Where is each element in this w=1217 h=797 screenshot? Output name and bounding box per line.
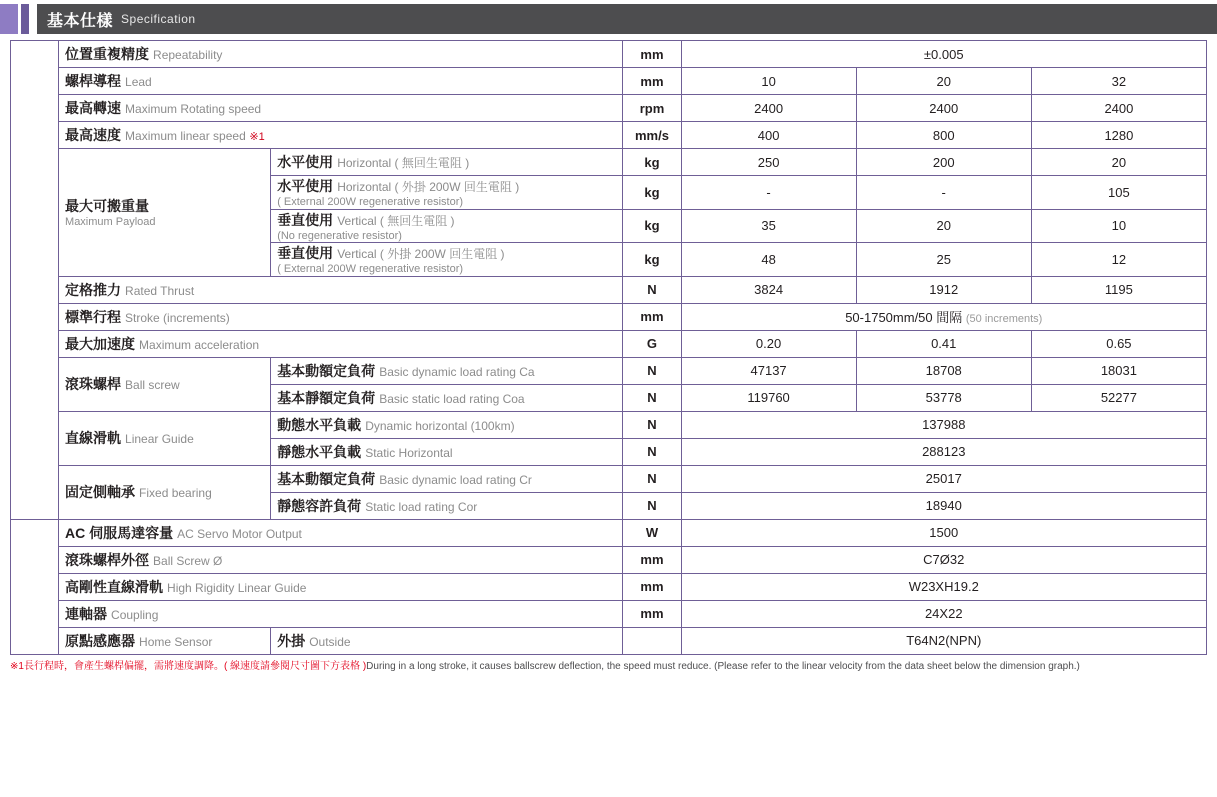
sub-label-cn: 基本動額定負荷 (277, 362, 376, 379)
row-label-coupling (59, 600, 623, 627)
row-unit: mm (623, 41, 681, 68)
table-row (11, 600, 1207, 627)
sub-label-cn: 靜態水平負載 (277, 443, 362, 460)
sub-label-vertical-no-resistor (271, 209, 623, 243)
row-value-3: 52277 (1031, 384, 1206, 411)
table-row (11, 122, 1207, 149)
sub-label-en: Basic dynamic load rating Ca (379, 364, 535, 379)
row-value-3: 32 (1031, 68, 1206, 95)
row-label-max-linear-speed (59, 122, 623, 149)
row-value-2: 1912 (856, 276, 1031, 303)
row-value-1: 47137 (681, 357, 856, 384)
row-value-2: 0.41 (856, 330, 1031, 357)
sub-label-en: Horizontal ( 無回生電阻 ) (337, 156, 470, 170)
table-row (11, 519, 1207, 546)
row-unit (623, 627, 681, 654)
sub-label-cn: 外掛 (277, 632, 306, 649)
table-row (11, 41, 1207, 68)
side-label-parts: 部品 (11, 519, 59, 654)
row-unit: mm (623, 303, 681, 330)
row-value-1: 0.20 (681, 330, 856, 357)
row-label-repeatability (59, 41, 623, 68)
row-value-2: 18708 (856, 357, 1031, 384)
row-label-cn: 高剛性直線滑軌 (65, 578, 164, 595)
row-label-home-sensor (59, 627, 271, 654)
sub-label-en: Horizontal ( 外掛 200W 回生電阻 ) (337, 180, 520, 194)
group-label-fixed-bearing (59, 465, 271, 519)
row-label-cn: 位置重複精度 (65, 46, 150, 62)
row-value-3: 18031 (1031, 357, 1206, 384)
table-row (11, 546, 1207, 573)
row-value-3: 20 (1031, 149, 1206, 176)
row-value-2: 800 (856, 122, 1031, 149)
sub-label-en2: ( External 200W regenerative resistor) (277, 196, 464, 208)
row-label-cn: 定格推力 (65, 281, 122, 298)
table-row (11, 303, 1207, 330)
row-unit: N (623, 465, 681, 492)
row-unit: mm (623, 600, 681, 627)
sub-label-cn: 基本靜額定負荷 (277, 389, 376, 406)
sub-label-en2: (No regenerative resistor) (277, 229, 402, 242)
sub-label-en: Vertical ( 外掛 200W 回生電阻 ) (337, 247, 505, 262)
row-unit: N (623, 276, 681, 303)
stroke-value-note: (50 increments) (965, 313, 1043, 326)
row-value-all: 137988 (681, 411, 1206, 438)
row-value-all: 1500 (681, 519, 1206, 546)
sub-label-en: Static load rating Cor (365, 499, 478, 514)
sub-label-home-sensor-outside (271, 627, 623, 654)
row-value-1: 400 (681, 122, 856, 149)
row-label-en: Home Sensor (139, 634, 213, 649)
footnote-en: During in a long stroke, it causes ballscrew deflection, the speed must reduce. (Please refer to the linear velocity from the data sheet below the dimension graph.) (366, 660, 1080, 672)
sub-label-dynamic-horizontal (271, 411, 623, 438)
row-unit: mm/s (623, 122, 681, 149)
row-label-lead (59, 68, 623, 95)
table-row (11, 411, 1207, 438)
sub-label-basic-dynamic-cr (271, 465, 623, 492)
sub-label-cn: 水平使用 (277, 154, 334, 170)
row-label-max-rotating-speed (59, 95, 623, 122)
header-title-en: Specification (121, 12, 196, 26)
group-label-cn: 滾珠螺桿 (65, 376, 122, 393)
row-value-1: 10 (681, 68, 856, 95)
row-label-high-rigidity-linear-guide (59, 573, 623, 600)
row-value-1: 250 (681, 149, 856, 176)
header-accent-swatch-secondary (21, 4, 29, 34)
row-label-en: Maximum linear speed (125, 129, 246, 143)
row-value-2: 20 (856, 68, 1031, 95)
row-label-cn: AC 伺服馬達容量 (65, 524, 174, 541)
row-value-1: 119760 (681, 384, 856, 411)
header-accent-swatch (0, 4, 18, 34)
row-value-3: 10 (1031, 209, 1206, 243)
group-label-cn: 固定側軸承 (65, 484, 136, 501)
row-unit: W (623, 519, 681, 546)
table-row (11, 330, 1207, 357)
row-value-1: 2400 (681, 95, 856, 122)
row-label-ball-screw-diameter (59, 546, 623, 573)
sub-label-en: Basic static load rating Coa (379, 391, 525, 406)
row-unit: N (623, 384, 681, 411)
group-label-en: Ball screw (125, 378, 180, 393)
sub-label-cn: 垂直使用 (277, 245, 334, 262)
footnote-mark: ※1 (10, 660, 24, 672)
table-row (11, 149, 1207, 176)
row-label-en: Ball Screw Ø (153, 553, 223, 568)
row-label-cn: 滾珠螺桿外徑 (65, 551, 150, 568)
sub-label-cn: 動態水平負載 (277, 416, 362, 433)
header-title-cn: 基本仕樣 (47, 12, 114, 30)
sub-label-en: Static Horizontal (365, 445, 453, 460)
table-row (11, 627, 1207, 654)
sub-label-static-horizontal (271, 438, 623, 465)
row-label-cn: 最大加速度 (65, 335, 136, 352)
row-value-all: 18940 (681, 492, 1206, 519)
row-value-1: 3824 (681, 276, 856, 303)
row-value-1: 35 (681, 209, 856, 243)
row-value-all (681, 303, 1206, 330)
group-label-linear-guide (59, 411, 271, 465)
row-label-cn: 原點感應器 (65, 632, 136, 649)
group-label-cn: 直線滑軌 (65, 430, 122, 447)
row-label-max-acceleration (59, 330, 623, 357)
row-unit: mm (623, 573, 681, 600)
table-row (11, 465, 1207, 492)
row-label-cn: 最高轉速 (65, 100, 122, 116)
row-label-stroke (59, 303, 623, 330)
row-label-cn: 螺桿導程 (65, 73, 122, 89)
sub-label-basic-static-coa (271, 384, 623, 411)
row-value-3: 1195 (1031, 276, 1206, 303)
row-value-1: - (681, 176, 856, 210)
row-value-all: C7Ø32 (681, 546, 1206, 573)
table-row (11, 95, 1207, 122)
row-value-2: 200 (856, 149, 1031, 176)
table-row (11, 357, 1207, 384)
row-label-en: Coupling (111, 607, 159, 622)
row-unit: N (623, 357, 681, 384)
group-label-en: Maximum Payload (65, 216, 156, 229)
footnote (10, 661, 1207, 674)
row-value-3: 105 (1031, 176, 1206, 210)
row-label-en: Lead (125, 75, 152, 89)
sub-label-cn: 靜態容許負荷 (277, 497, 362, 514)
row-label-cn: 連軸器 (65, 605, 108, 622)
row-unit: kg (623, 243, 681, 277)
group-label-en: Fixed bearing (139, 486, 212, 501)
row-unit: rpm (623, 95, 681, 122)
row-label-en: Maximum Rotating speed (125, 102, 262, 116)
row-value-3: 12 (1031, 243, 1206, 277)
sub-label-cn: 基本動額定負荷 (277, 470, 376, 487)
sub-label-basic-dynamic-ca (271, 357, 623, 384)
group-label-cn: 最大可搬重量 (65, 198, 150, 215)
row-value-2: - (856, 176, 1031, 210)
sub-label-en: Outside (309, 634, 351, 649)
row-label-en: AC Servo Motor Output (177, 526, 302, 541)
row-value-2: 53778 (856, 384, 1031, 411)
sub-label-cn: 水平使用 (277, 178, 334, 194)
sub-label-en: Dynamic horizontal (100km) (365, 418, 515, 433)
side-label-performance: 性能 (11, 41, 59, 520)
stroke-value: 50-1750mm/50 間隔 (845, 310, 963, 326)
sub-label-static-load-cor (271, 492, 623, 519)
footnote-marker: ※1 (249, 131, 265, 143)
row-value-all: 25017 (681, 465, 1206, 492)
row-value-all: W23XH19.2 (681, 573, 1206, 600)
row-unit: kg (623, 176, 681, 210)
row-label-ac-servo-motor-output (59, 519, 623, 546)
spec-sheet-page (0, 4, 1217, 797)
specification-table (10, 40, 1207, 655)
row-unit: N (623, 438, 681, 465)
row-value-3: 2400 (1031, 95, 1206, 122)
sub-label-en2: ( External 200W regenerative resistor) (277, 263, 464, 276)
group-label-ball-screw (59, 357, 271, 411)
row-unit: kg (623, 149, 681, 176)
table-row (11, 276, 1207, 303)
row-unit: N (623, 411, 681, 438)
sub-label-cn: 垂直使用 (277, 211, 334, 228)
row-unit: mm (623, 68, 681, 95)
row-value-3: 0.65 (1031, 330, 1206, 357)
row-value-2: 25 (856, 243, 1031, 277)
row-value-1: 48 (681, 243, 856, 277)
sub-label-en: Basic dynamic load rating Cr (379, 472, 532, 487)
row-value-3: 1280 (1031, 122, 1206, 149)
table-row (11, 68, 1207, 95)
row-label-en: Maximum acceleration (139, 337, 260, 352)
row-label-cn: 標準行程 (65, 308, 122, 325)
row-label-en: Stroke (increments) (125, 310, 230, 325)
row-value-2: 20 (856, 209, 1031, 243)
row-label-en: Repeatability (153, 48, 223, 62)
row-label-rated-thrust (59, 276, 623, 303)
table-row (11, 573, 1207, 600)
group-label-maximum-payload (59, 149, 271, 277)
row-label-en: High Rigidity Linear Guide (167, 580, 307, 595)
row-unit: kg (623, 209, 681, 243)
row-value-all: 288123 (681, 438, 1206, 465)
section-header (0, 4, 1217, 34)
sub-label-vertical-external-resistor (271, 243, 623, 277)
row-label-en: Rated Thrust (125, 283, 195, 298)
footnote-cn: 長行程時，會產生螺桿偏擺，需將速度調降。( 線速度請參閱尺寸圖下方表格 ) (23, 660, 367, 672)
row-value-2: 2400 (856, 95, 1031, 122)
row-unit: G (623, 330, 681, 357)
group-label-en: Linear Guide (125, 432, 194, 447)
header-title-bar (37, 4, 1217, 34)
row-unit: N (623, 492, 681, 519)
sub-label-en: Vertical ( 無回生電阻 ) (337, 213, 455, 228)
sub-label-horizontal-no-resistor (271, 149, 623, 176)
row-value-all: T64N2(NPN) (681, 627, 1206, 654)
row-value-all: 24X22 (681, 600, 1206, 627)
row-value-all: ±0.005 (681, 41, 1206, 68)
sub-label-horizontal-external-resistor (271, 176, 623, 210)
row-label-cn: 最高速度 (65, 127, 122, 143)
row-unit: mm (623, 546, 681, 573)
